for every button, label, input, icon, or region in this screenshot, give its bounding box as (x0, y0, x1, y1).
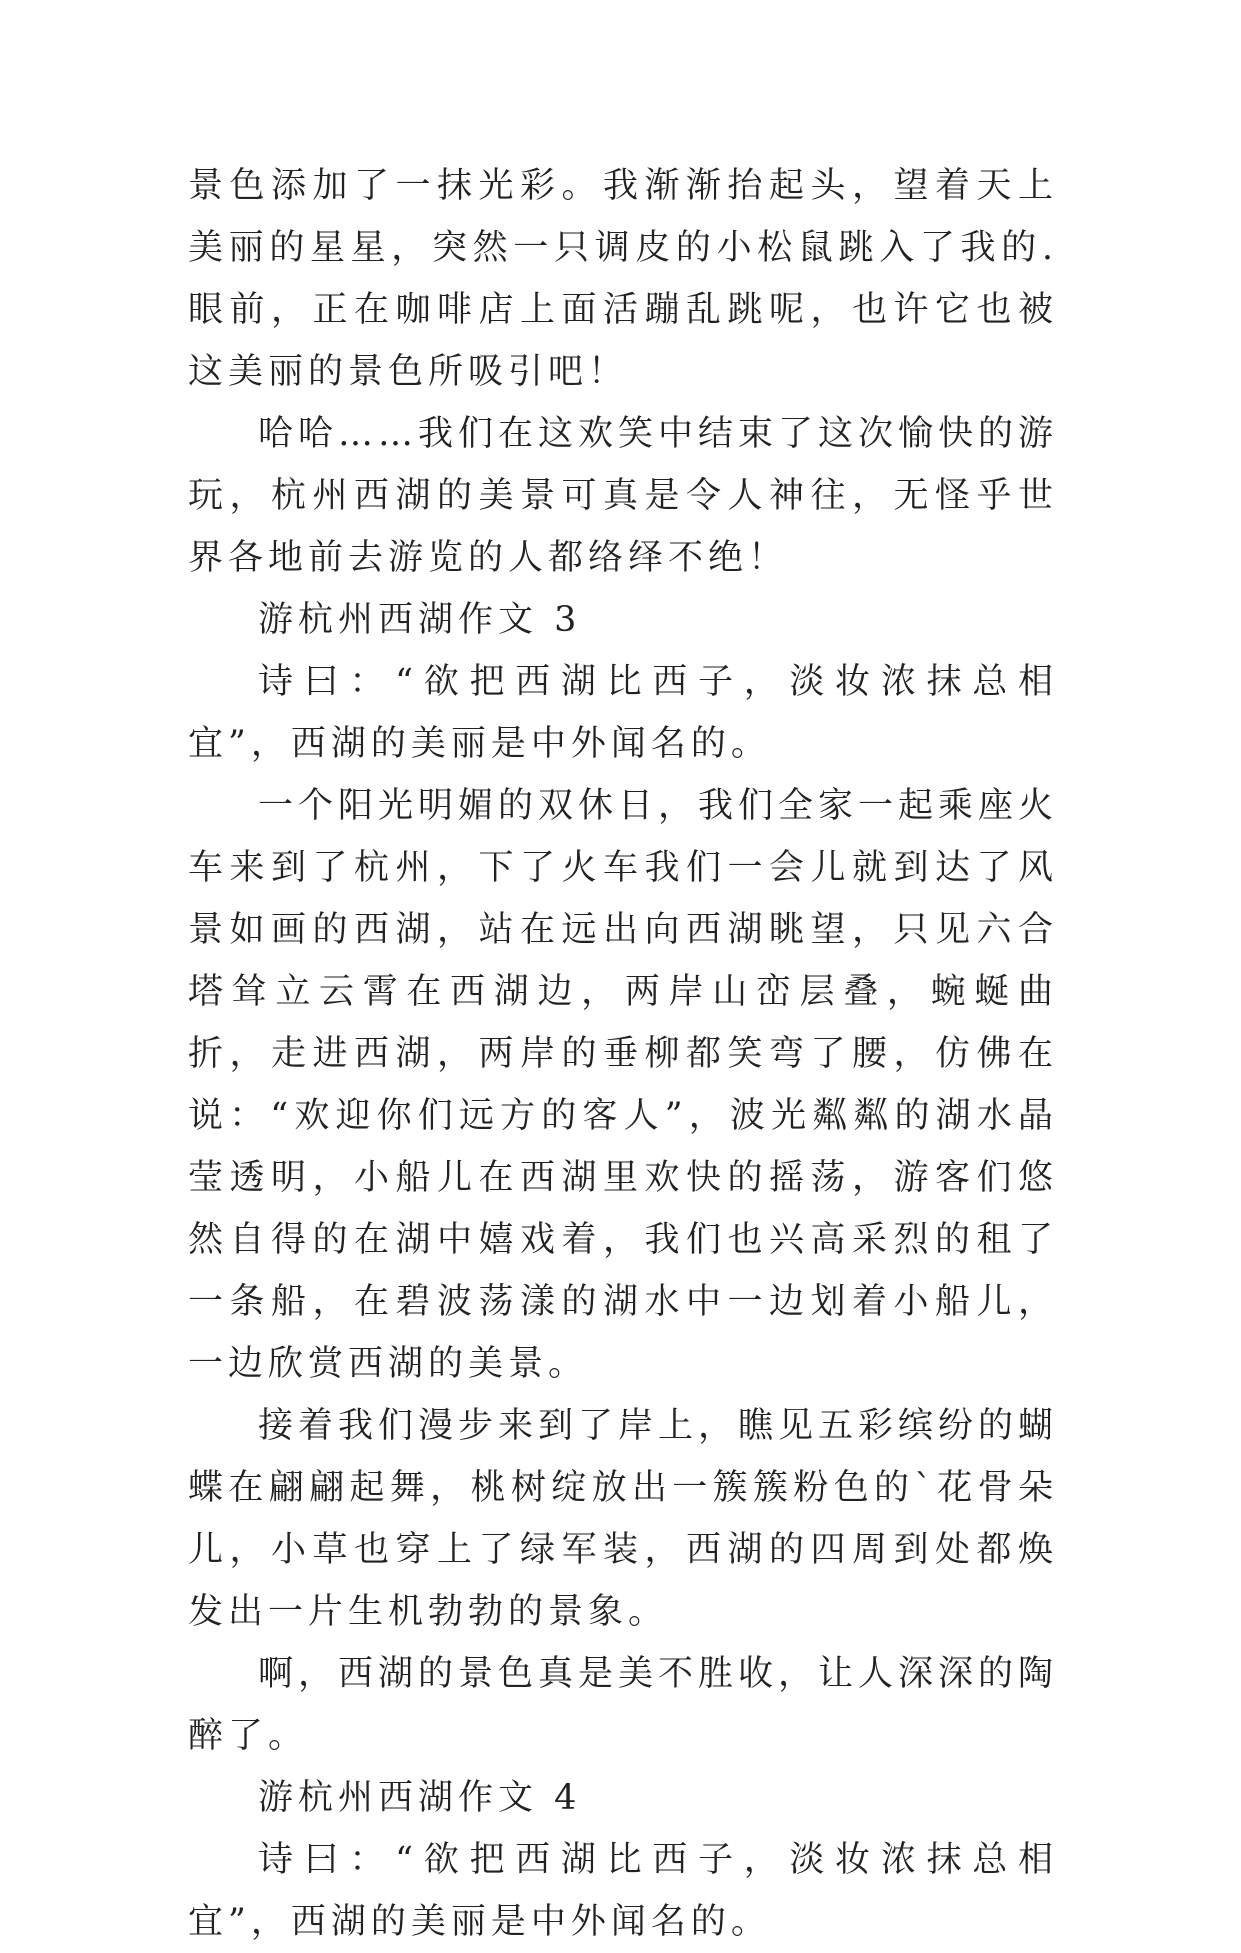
essay-heading: 游杭州西湖作文 3 (258, 600, 582, 640)
document-body (188, 155, 1058, 1953)
paragraph: 接着我们漫步来到了岸上，瞧见五彩缤纷的蝴蝶在翩翩起舞，桃树绽放出一簇簇粉色的`花骨朵儿，小草也穿上了绿军装，西湖的四周到处都焕发出一片生机勃勃的景象。 (188, 1406, 1059, 1632)
paragraph: 哈哈……我们在这欢笑中结束了这次愉快的游玩，杭州西湖的美景可真是令人神往，无怪乎世界各地前去游览的人都络绎不绝！ (188, 414, 1059, 578)
paragraph-continuation: 景色添加了一抹光彩。我渐渐抬起头，望着天上美丽的星星，突然一只调皮的小松鼠跳入了我的.眼前，正在咖啡店上面活蹦乱跳呢，也许它也被这美丽的景色所吸引吧！ (188, 166, 1058, 392)
paragraph: 啊，西湖的景色真是美不胜收，让人深深的陶醉了。 (188, 1654, 1059, 1756)
essay-heading: 游杭州西湖作文 4 (258, 1778, 582, 1818)
paragraph: 诗曰：“欲把西湖比西子，淡妆浓抹总相宜”，西湖的美丽是中外闻名的。 (188, 662, 1058, 764)
paragraph: 一个阳光明媚的双休日，我们全家一起乘座火车来到了杭州，下了火车我们一会儿就到达了风景如画的西湖，站在远出向西湖眺望，只见六合塔耸立云霄在西湖边，两岸山峦层叠，蜿蜒曲折，走进西湖，两岸的垂柳都笑弯了腰，仿佛在说：“欢迎你们远方的客人”，波光粼粼的湖水晶莹透明，小船儿在西湖里欢快的摇荡，游客们悠然自得的在湖中嬉戏着，我们也兴高采烈的租了一条船，在碧波荡漾的湖水中一边划着小船儿，一边欣赏西湖的美景。 (188, 786, 1059, 1384)
paragraph: 诗曰：“欲把西湖比西子，淡妆浓抹总相宜”，西湖的美丽是中外闻名的。 (188, 1840, 1058, 1942)
